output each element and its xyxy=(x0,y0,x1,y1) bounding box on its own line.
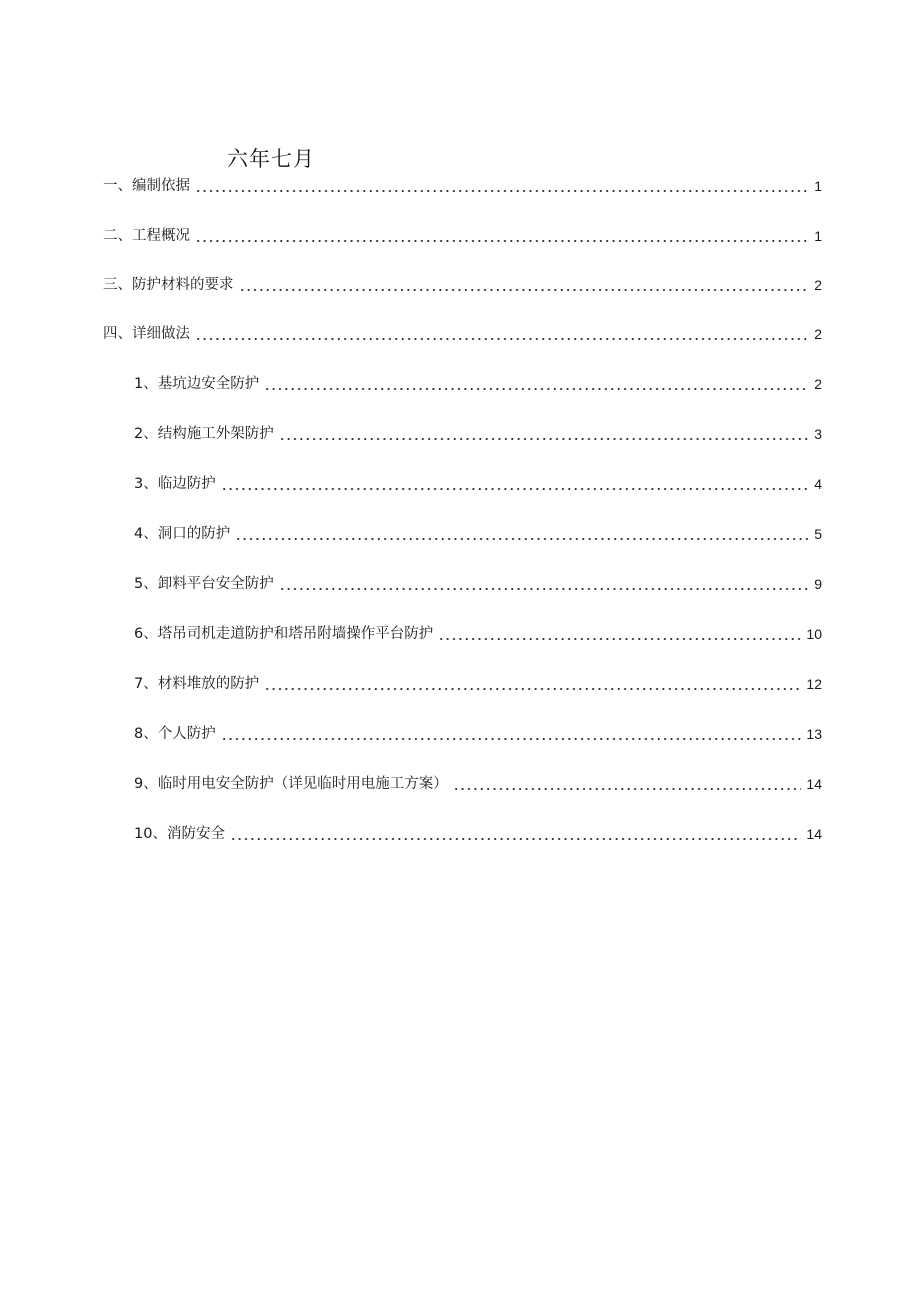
toc-entry-page: 12 xyxy=(806,676,822,692)
toc-entry-personal-protection[interactable] xyxy=(134,722,822,746)
toc-entry-title: 1、基坑边安全防护 xyxy=(134,376,260,392)
toc-entry-edge-protection[interactable] xyxy=(134,472,822,496)
toc-entry-page: 13 xyxy=(806,726,822,742)
toc-entry-detailed-methods[interactable] xyxy=(103,322,822,346)
toc-entry-project-overview[interactable] xyxy=(103,224,822,248)
toc-entry-scaffold-protection[interactable] xyxy=(134,422,822,446)
toc-entry-material-stacking[interactable] xyxy=(134,672,822,696)
toc-dot-leader xyxy=(453,772,802,796)
toc-dot-leader xyxy=(239,273,810,297)
toc-entry-title: 7、材料堆放的防护 xyxy=(134,676,260,692)
toc-entry-material-requirements[interactable] xyxy=(103,273,822,297)
toc-entry-compilation-basis[interactable] xyxy=(103,174,822,198)
toc-dot-leader xyxy=(279,572,809,596)
toc-entry-page: 5 xyxy=(814,526,822,542)
toc-dot-leader xyxy=(279,422,809,446)
toc-dot-leader xyxy=(438,622,801,646)
toc-dot-leader xyxy=(221,722,802,746)
toc-entry-page: 4 xyxy=(814,476,822,492)
toc-dot-leader xyxy=(221,472,809,496)
toc-entry-title: 9、临时用电安全防护（详见临时用电施工方案） xyxy=(134,776,448,792)
toc-dot-leader xyxy=(264,672,801,696)
toc-dot-leader xyxy=(235,522,809,546)
toc-dot-leader xyxy=(195,174,809,198)
toc-entry-page: 2 xyxy=(814,326,822,342)
toc-entry-title: 二、工程概况 xyxy=(103,228,190,244)
toc-entry-title: 一、编制依据 xyxy=(103,178,190,194)
toc-entry-title: 四、详细做法 xyxy=(103,326,190,342)
toc-entry-pit-edge-protection[interactable] xyxy=(134,372,822,396)
toc-entry-page: 10 xyxy=(806,626,822,642)
toc-entry-opening-protection[interactable] xyxy=(134,522,822,546)
toc-entry-title: 10、消防安全 xyxy=(134,826,225,842)
toc-entry-temporary-electricity[interactable] xyxy=(134,772,822,796)
toc-entry-tower-crane-protection[interactable] xyxy=(134,622,822,646)
toc-entry-title: 2、结构施工外架防护 xyxy=(134,426,274,442)
document-date: 六年七月 xyxy=(227,147,315,171)
toc-entry-fire-safety[interactable] xyxy=(134,822,822,846)
toc-entry-title: 6、塔吊司机走道防护和塔吊附墙操作平台防护 xyxy=(134,626,434,642)
toc-entry-title: 3、临边防护 xyxy=(134,476,216,492)
toc-entry-title: 4、洞口的防护 xyxy=(134,526,231,542)
toc-dot-leader xyxy=(195,322,809,346)
toc-entry-title: 三、防护材料的要求 xyxy=(103,277,234,293)
toc-entry-unloading-platform[interactable] xyxy=(134,572,822,596)
toc-dot-leader xyxy=(230,822,801,846)
toc-entry-page: 1 xyxy=(814,178,822,194)
toc-dot-leader xyxy=(264,372,809,396)
toc-entry-page: 2 xyxy=(814,277,822,293)
toc-entry-page: 9 xyxy=(814,576,822,592)
toc-entry-page: 2 xyxy=(814,376,822,392)
toc-entry-page: 14 xyxy=(806,776,822,792)
toc-entry-page: 14 xyxy=(806,826,822,842)
toc-entry-page: 3 xyxy=(814,426,822,442)
toc-entry-title: 5、卸料平台安全防护 xyxy=(134,576,274,592)
toc-dot-leader xyxy=(195,224,809,248)
toc-entry-title: 8、个人防护 xyxy=(134,726,216,742)
toc-entry-page: 1 xyxy=(814,228,822,244)
